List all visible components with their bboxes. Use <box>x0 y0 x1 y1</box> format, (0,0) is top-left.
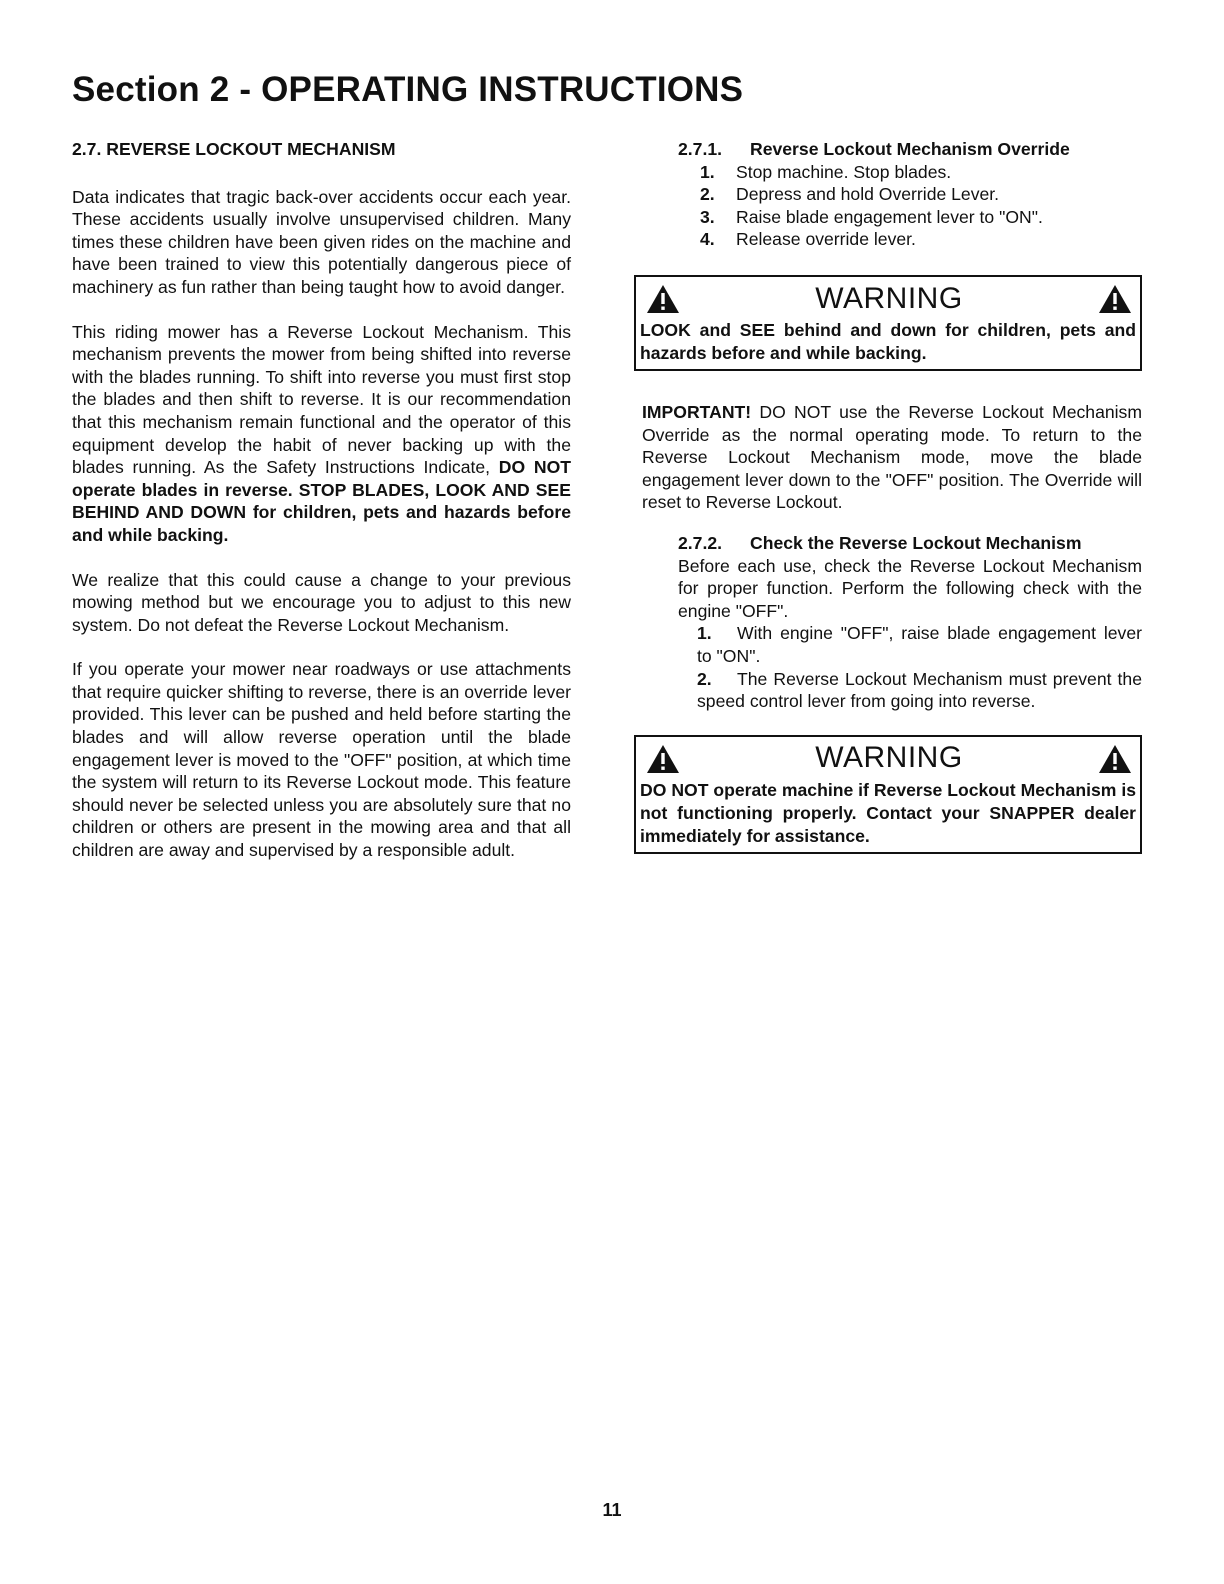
list-item <box>700 161 1142 184</box>
step-text: With engine "OFF", raise blade engagement lever to "ON". <box>697 623 1142 666</box>
step-text: Raise blade engagement lever to "ON". <box>736 206 1043 227</box>
warning-triangle-icon <box>1098 744 1132 774</box>
warning-text: LOOK and SEE behind and down for children, pets and hazards before and while backing. <box>640 319 1136 363</box>
step-text: Stop machine. Stop blades. <box>736 161 952 182</box>
warning-triangle-icon <box>646 744 680 774</box>
check-heading <box>678 532 1142 555</box>
warning-box-backing <box>634 275 1142 371</box>
check-title: Check the Reverse Lockout Mechanism <box>750 532 1082 553</box>
step-number: 3. <box>700 206 715 227</box>
paragraph-override: If you operate your mower near roadways or use attachments that require quicker shifting to reverse, there is an override lever provided. This lever can be pushed and held before starting the blades and will allow reverse operation until the blade engagement lever is moved to the "OFF" position, at which time the system will return to its Reverse Lockout mode. This feature should never be selected unless you are absolutely sure that no children or others are present in the mowing area and that all children are away and supervised by a responsible adult. <box>72 659 571 861</box>
paragraph-accidents: Data indicates that tragic back-over accidents occur each year. These accidents usually involve unsupervised children. Many times these children have been given rides on the machine and have been trained to view this potentially dangerous piece of machinery as fun rather than being taught how to avoid danger. <box>72 186 571 297</box>
section-heading: 2.7. REVERSE LOCKOUT MECHANISM <box>72 139 396 159</box>
step-text: Depress and hold Override Lever. <box>736 184 1000 205</box>
list-item <box>697 668 1142 713</box>
mechanism-warning-text: DO NOT operate blades in reverse. STOP BLADES, LOOK AND SEE BEHIND AND DOWN for children, pets and hazards before and while backing. <box>72 457 572 545</box>
list-item <box>700 206 1142 229</box>
warning-box-malfunction <box>634 735 1142 854</box>
warning-title: WARNING <box>815 281 963 315</box>
warning-triangle-icon <box>646 284 680 314</box>
step-number: 2. <box>700 184 715 205</box>
important-text: DO NOT use the Reverse Lockout Mechanism Override as the normal operating mode. To return to the Reverse Lockout Mechanism mode, move the blade engagement lever down to the "OFF" position. The Override will reset to Reverse Lockout. <box>642 401 1142 513</box>
step-number: 1. <box>697 623 712 644</box>
step-text: Release override lever. <box>736 229 916 250</box>
check-intro: Before each use, check the Reverse Lockout Mechanism for proper function. Perform the following check with the engine "OFF". <box>678 555 1142 621</box>
warning-header <box>640 279 1136 319</box>
page-number: 11 <box>602 1500 622 1520</box>
list-item <box>700 228 1142 251</box>
step-text: The Reverse Lockout Mechanism must prevent the speed control lever from going into reverse. <box>697 668 1142 712</box>
warning-header <box>640 739 1136 779</box>
check-number: 2.7.2. <box>678 532 723 553</box>
paragraph-adjust: We realize that this could cause a change to your previous mowing method but we encourage you to adjust to this new system. Do not defeat the Reverse Lockout Mechanism. <box>72 569 571 635</box>
left-column <box>72 138 571 884</box>
warning-triangle-icon <box>1098 284 1132 314</box>
step-number: 1. <box>700 161 715 182</box>
page-title: Section 2 - OPERATING INSTRUCTIONS <box>72 70 744 109</box>
check-steps <box>678 622 1142 712</box>
override-number: 2.7.1. <box>678 139 723 159</box>
step-number: 2. <box>697 668 712 689</box>
override-title: Reverse Lockout Mechanism Override <box>750 139 1070 159</box>
warning-title: WARNING <box>815 741 963 775</box>
override-steps <box>642 161 1142 251</box>
list-item <box>700 183 1142 206</box>
right-column <box>642 138 1142 854</box>
warning-text: DO NOT operate machine if Reverse Lockout Mechanism is not functioning properly. Contact your SNAPPER dealer immediately for assistance. <box>640 779 1136 846</box>
important-paragraph <box>642 401 1142 514</box>
list-item <box>697 622 1142 667</box>
important-label: IMPORTANT! <box>642 401 752 422</box>
mechanism-text: This riding mower has a Reverse Lockout Mechanism. This mechanism prevents the mower from being shifted into reverse with the blades running. To shift into reverse you must first stop the blades and then shift to reverse. It is our recommendation that this mechanism remain functional and the operator of this equipment develop the habit of never backing up with the blades running. As the Safety Instructions Indicate, <box>72 321 571 478</box>
step-number: 4. <box>700 229 715 250</box>
check-section <box>642 532 1142 713</box>
override-heading <box>678 138 1142 161</box>
paragraph-mechanism <box>72 321 571 547</box>
